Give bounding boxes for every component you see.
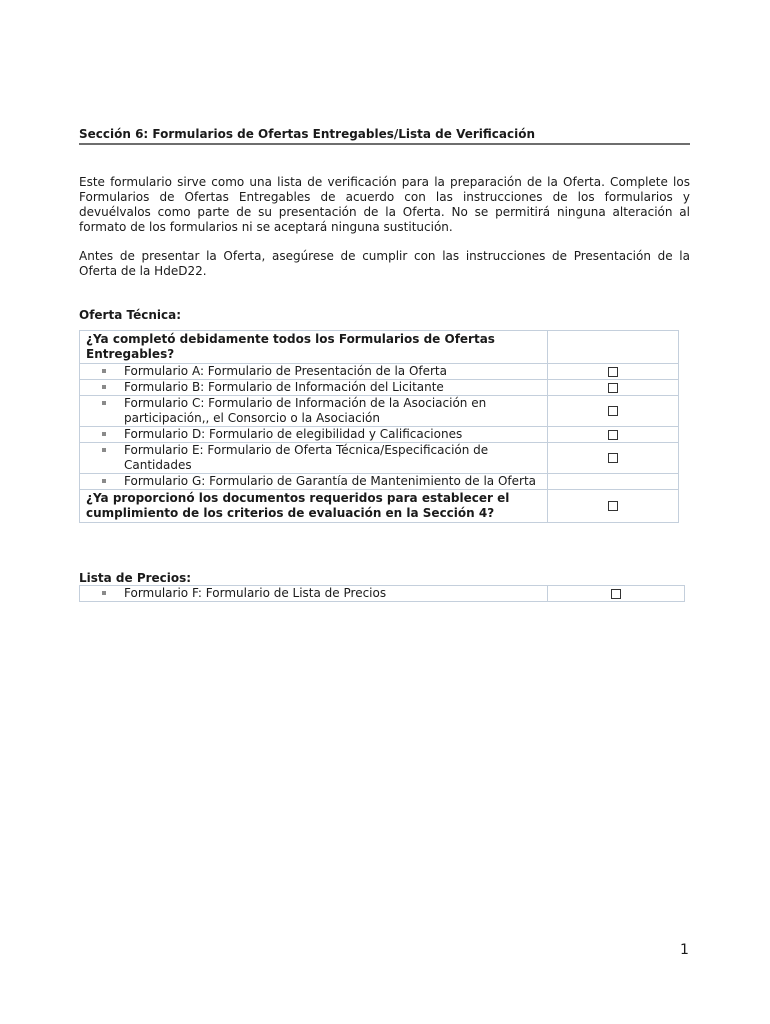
bullet-icon bbox=[102, 369, 106, 373]
bullet-icon bbox=[102, 432, 106, 436]
empty-cell bbox=[548, 331, 679, 364]
list-item bbox=[80, 396, 548, 427]
form-a-label: Formulario A: Formulario de Presentación de la Oferta bbox=[124, 364, 447, 378]
evaluation-documents-checkbox[interactable] bbox=[608, 501, 618, 511]
table-row bbox=[80, 396, 679, 427]
question-evaluation-documents: ¿Ya proporcionó los documentos requeridos para establecer el cumplimiento de los criterios de evaluación en la Sección 4? bbox=[80, 490, 548, 523]
section-title: Sección 6: Formularios de Ofertas Entregables/Lista de Verificación bbox=[79, 126, 690, 145]
checklist-question-row bbox=[80, 331, 679, 364]
form-d-checkbox[interactable] bbox=[608, 430, 618, 440]
page-number: 1 bbox=[680, 942, 689, 958]
table-row bbox=[80, 443, 679, 474]
bullet-icon bbox=[102, 479, 106, 483]
price-list-checklist-table bbox=[79, 585, 685, 602]
list-item bbox=[80, 586, 548, 602]
price-list-heading: Lista de Precios: bbox=[79, 571, 192, 585]
list-item bbox=[80, 364, 548, 380]
intro-paragraph-checklist: Este formulario sirve como una lista de verificación para la preparación de la Oferta. Complete los Formularios de Ofertas Entregables de acuerdo con las instrucciones de los formularios y devuélvalos como parte de su presentación de la Oferta. No se permitirá ninguna alteración al formato de los formularios ni se aceptará ninguna sustitución. bbox=[79, 175, 690, 234]
table-row bbox=[80, 364, 679, 380]
list-item bbox=[80, 443, 548, 474]
list-item bbox=[80, 380, 548, 396]
form-a-checkbox[interactable] bbox=[608, 367, 618, 377]
table-row bbox=[80, 586, 685, 602]
empty-cell bbox=[548, 474, 679, 490]
form-d-label: Formulario D: Formulario de elegibilidad y Calificaciones bbox=[124, 427, 463, 441]
technical-offer-checklist-table bbox=[79, 330, 679, 523]
question-forms-completed: ¿Ya completó debidamente todos los Formularios de Ofertas Entregables? bbox=[80, 331, 548, 364]
form-c-checkbox[interactable] bbox=[608, 406, 618, 416]
list-item bbox=[80, 427, 548, 443]
form-g-label: Formulario G: Formulario de Garantía de Mantenimiento de la Oferta bbox=[124, 474, 537, 488]
bullet-icon bbox=[102, 385, 106, 389]
bullet-icon bbox=[102, 448, 106, 452]
form-e-label: Formulario E: Formulario de Oferta Técnica/Especificación de Cantidades bbox=[124, 443, 489, 472]
table-row bbox=[80, 474, 679, 490]
form-e-checkbox[interactable] bbox=[608, 453, 618, 463]
form-f-label: Formulario F: Formulario de Lista de Precios bbox=[124, 586, 387, 600]
form-b-checkbox[interactable] bbox=[608, 383, 618, 393]
bullet-icon bbox=[102, 591, 106, 595]
checklist-question-row bbox=[80, 490, 679, 523]
technical-offer-heading: Oferta Técnica: bbox=[79, 308, 181, 322]
form-f-checkbox[interactable] bbox=[611, 589, 621, 599]
bullet-icon bbox=[102, 401, 106, 405]
list-item bbox=[80, 474, 548, 490]
intro-paragraph-instructions: Antes de presentar la Oferta, asegúrese de cumplir con las instrucciones de Presentación de la Oferta de la HdeD22. bbox=[79, 249, 690, 278]
form-b-label: Formulario B: Formulario de Información del Licitante bbox=[124, 380, 444, 394]
table-row bbox=[80, 427, 679, 443]
form-c-label: Formulario C: Formulario de Información de la Asociación en participación,, el Consorcio o la Asociación bbox=[124, 396, 487, 425]
table-row bbox=[80, 380, 679, 396]
